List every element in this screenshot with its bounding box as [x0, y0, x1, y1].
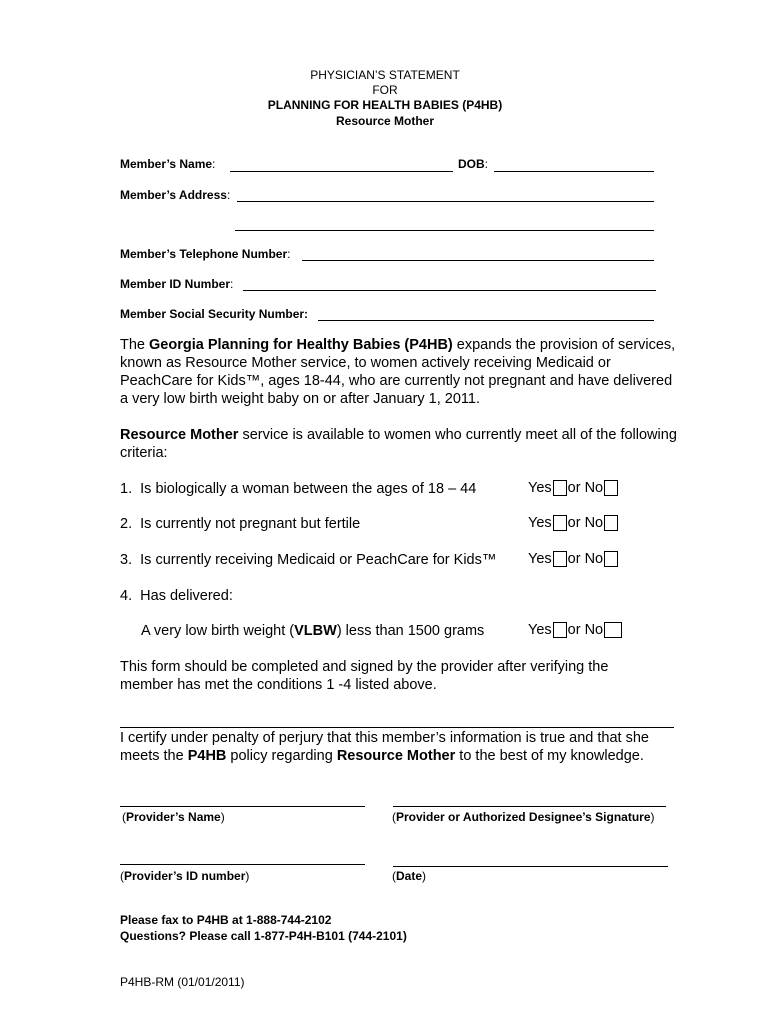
form-subtitle: Resource Mother: [335, 114, 435, 128]
questions-phone: Questions? Please call 1-877-P4H-B101 (744-2101): [120, 929, 407, 943]
member-phone-field[interactable]: [302, 260, 654, 261]
criterion-4-no-checkbox[interactable]: [604, 622, 622, 638]
member-id-label: Member ID Number:: [120, 277, 234, 291]
criterion-1-yes-checkbox[interactable]: [553, 480, 567, 496]
criterion-3-answer: Yes or No: [528, 550, 619, 568]
date-field[interactable]: [393, 866, 668, 867]
certify-divider: [120, 727, 674, 728]
member-address-field-2[interactable]: [235, 230, 654, 231]
member-address-label: Member’s Address:: [120, 188, 231, 202]
member-name-field[interactable]: [230, 171, 453, 172]
dob-label: DOB:: [458, 157, 489, 171]
date-label: (Date): [392, 869, 427, 883]
fax-instructions: Please fax to P4HB at 1-888-744-2102: [120, 913, 332, 927]
criterion-4-answer: Yes or No: [528, 621, 623, 639]
criterion-4-vlbw: A very low birth weight (VLBW) less than 1500 grams: [141, 623, 485, 639]
provider-signature-label: (Provider or Authorized Designee’s Signature): [392, 810, 655, 824]
program-description: The Georgia Planning for Healthy Babies (P4HB) expands the provision of services, known as Resource Mother service, to women actively receiving Medicaid or PeachCare for Kids™, ages 18-44, who are currently not pregnant and have delivered a very low birth weight baby on or after January 1, 2011.: [120, 337, 676, 407]
criterion-4: 4. Has delivered:: [120, 588, 233, 604]
member-phone-label: Member’s Telephone Number:: [120, 247, 291, 261]
form-title: PHYSICIAN’S STATEMENT: [310, 68, 460, 82]
provider-signature-field[interactable]: [393, 806, 666, 807]
criterion-3-yes-checkbox[interactable]: [553, 551, 567, 567]
provider-name-label: (Provider’s Name): [122, 810, 225, 824]
certification-statement: I certify under penalty of perjury that this member’s information is true and that she meets the P4HB policy regarding Resource Mother to the best of my knowledge.: [120, 730, 649, 764]
member-id-field[interactable]: [243, 290, 656, 291]
criterion-1-answer: Yes or No: [528, 479, 619, 497]
criterion-1-no-checkbox[interactable]: [604, 480, 618, 496]
member-name-label: Member’s Name:: [120, 157, 216, 171]
member-ssn-label: Member Social Security Number:: [120, 307, 309, 321]
criterion-2-answer: Yes or No: [528, 514, 619, 532]
form-id: P4HB-RM (01/01/2011): [120, 975, 245, 989]
member-ssn-field[interactable]: [318, 320, 654, 321]
completion-note: This form should be completed and signed by the provider after verifying the member has met the conditions 1 -4 listed above.: [120, 659, 609, 693]
form-title-for: FOR: [372, 83, 398, 97]
member-address-field-1[interactable]: [237, 201, 654, 202]
provider-id-field[interactable]: [120, 864, 365, 865]
criterion-2: 2. Is currently not pregnant but fertile: [120, 516, 361, 532]
criterion-3-no-checkbox[interactable]: [604, 551, 618, 567]
dob-field[interactable]: [494, 171, 654, 172]
criterion-4-yes-checkbox[interactable]: [553, 622, 567, 638]
criterion-2-yes-checkbox[interactable]: [553, 515, 567, 531]
provider-id-label: (Provider’s ID number): [120, 869, 250, 883]
criterion-3: 3. Is currently receiving Medicaid or PeachCare for Kids™: [120, 552, 497, 568]
provider-name-field[interactable]: [120, 806, 365, 807]
criteria-intro: Resource Mother service is available to women who currently meet all of the following criteria:: [120, 427, 677, 461]
form-program-title: PLANNING FOR HEALTH BABIES (P4HB): [267, 98, 503, 112]
criterion-2-no-checkbox[interactable]: [604, 515, 618, 531]
criterion-1: 1. Is biologically a woman between the ages of 18 – 44: [120, 481, 477, 497]
